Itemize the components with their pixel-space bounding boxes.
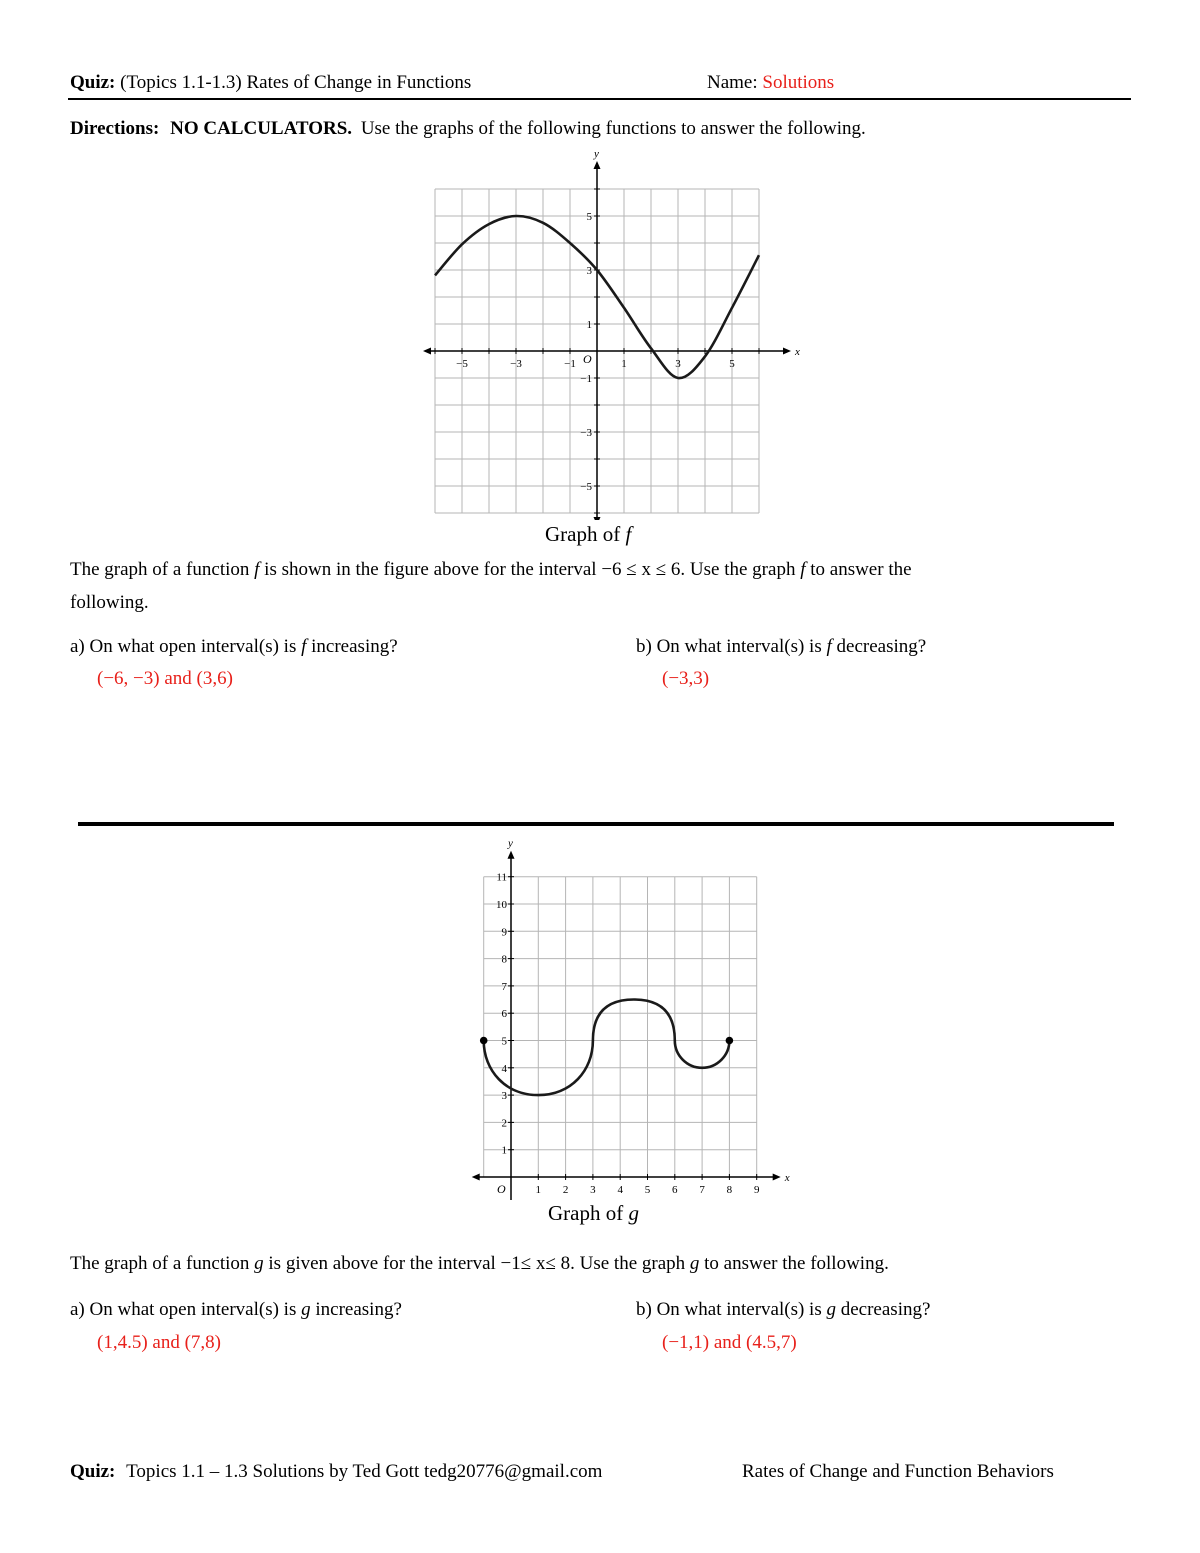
graph-f-caption	[545, 522, 631, 547]
problem-g-text-2: is given above for the interval	[268, 1253, 501, 1274]
x-axis-arrow-icon	[472, 1174, 480, 1181]
problem-f-var-2: f	[800, 559, 806, 580]
problem-f-answer-b: (−3,3)	[662, 668, 710, 689]
problem-f-qa-prefix: a) On what open interval(s) is	[70, 636, 302, 657]
origin-label: O	[583, 352, 592, 366]
y-tick-label: 7	[501, 980, 507, 993]
problem-g-interval: −1≤ x≤ 8	[500, 1253, 571, 1274]
graph-f	[415, 145, 805, 520]
problem-f-statement	[70, 559, 912, 581]
y-tick-label: 10	[496, 899, 507, 911]
name-value: Solutions	[762, 72, 835, 93]
endpoint-dot	[480, 1037, 488, 1045]
problem-g-var-2: g	[689, 1253, 700, 1274]
problem-f-text-3: Use the graph	[689, 559, 801, 580]
problem-f-qa-var: f	[301, 636, 307, 657]
graph-g-caption-prefix: Graph of	[548, 1201, 629, 1225]
y-tick-label: 11	[496, 871, 507, 884]
y-tick-label: 1	[586, 319, 592, 331]
y-axis-arrow-icon	[508, 851, 515, 859]
problem-f-qb-prefix: b) On what interval(s) is	[636, 636, 827, 657]
directions	[70, 118, 866, 140]
problem-f-qb-suffix: decreasing?	[831, 636, 927, 657]
graph-g-grid	[484, 877, 757, 1177]
problem-f-text-4: to answer the	[810, 559, 912, 580]
x-tick-label: 2	[562, 1184, 569, 1196]
x-tick-label: 1	[621, 358, 627, 370]
origin-label: O	[497, 1182, 506, 1196]
x-tick-label: 7	[699, 1184, 705, 1196]
section-divider	[78, 822, 1114, 826]
x-tick-label: 3	[590, 1184, 596, 1196]
y-tick-label: 5	[501, 1035, 507, 1048]
header-rule	[68, 98, 1131, 100]
problem-f-statement-line2: following.	[70, 592, 149, 613]
problem-f-text-1: The graph of a function	[70, 559, 255, 580]
y-tick-label: 2	[501, 1117, 507, 1130]
directions-text: Use the graphs of the following functions to answer the following.	[360, 118, 866, 139]
graph-f-caption-var: f	[625, 522, 632, 546]
x-tick-label: 5	[644, 1184, 651, 1196]
x-tick-label: 1	[535, 1184, 542, 1196]
x-axis-arrow-icon	[773, 1174, 781, 1181]
y-tick-label: 6	[501, 1008, 507, 1021]
x-tick-label: −1	[564, 358, 576, 370]
y-tick-label: −3	[580, 427, 592, 439]
graph-g	[438, 835, 800, 1200]
x-tick-label: −5	[456, 358, 468, 370]
graph-f-tick-labels	[456, 148, 800, 493]
graph-f-caption-prefix: Graph of	[545, 522, 626, 546]
footer	[70, 1461, 602, 1483]
directions-label: Directions:	[70, 118, 160, 139]
problem-f-interval: −6 ≤ x ≤ 6.	[601, 559, 686, 580]
footer-text: Topics 1.1 – 1.3 Solutions by Ted Gott tedg20776@gmail.com	[126, 1461, 603, 1482]
footer-quiz-label: Quiz:	[70, 1461, 116, 1482]
problem-g-question-a	[70, 1299, 402, 1321]
problem-f-var: f	[254, 559, 260, 580]
graph-g-caption	[548, 1201, 639, 1226]
y-tick-label: −5	[580, 481, 592, 493]
directions-emphasis: NO CALCULATORS.	[170, 118, 353, 139]
y-tick-label: 5	[586, 211, 592, 223]
y-tick-label: 3	[501, 1090, 507, 1103]
problem-f-text-2: is shown in the figure above for the interval	[264, 559, 602, 580]
y-tick-label: −1	[580, 373, 592, 385]
quiz-header	[70, 72, 471, 94]
x-tick-label: −3	[510, 358, 522, 370]
x-axis-arrow-icon	[783, 348, 791, 355]
y-tick-label: 1	[501, 1144, 507, 1157]
y-axis-arrow-icon	[594, 161, 601, 169]
graph-g-tick-labels	[496, 838, 790, 1196]
problem-g-text-3: . Use the graph	[570, 1253, 690, 1274]
name-label: Name:	[707, 72, 763, 93]
problem-g-qb-var: g	[826, 1299, 836, 1320]
problem-g-qb-suffix: decreasing?	[835, 1299, 931, 1320]
x-axis-arrow-icon	[423, 348, 431, 355]
problem-f-qb-var: f	[826, 636, 832, 657]
problem-g-answer-a: (1,4.5) and (7,8)	[97, 1332, 221, 1353]
x-tick-label: 4	[617, 1184, 623, 1196]
y-tick-label: 9	[501, 926, 507, 939]
graph-g-caption-var: g	[628, 1201, 639, 1225]
problem-f-answer-a: (−6, −3) and (3,6)	[97, 668, 233, 689]
x-tick-label: 8	[726, 1184, 733, 1196]
problem-g-statement	[70, 1253, 889, 1275]
quiz-topic: (Topics 1.1-1.3) Rates of Change in Functions	[115, 72, 472, 93]
problem-g-text-1: The graph of a function	[70, 1253, 255, 1274]
name-field	[707, 72, 834, 94]
x-axis-label: x	[784, 1172, 790, 1184]
problem-g-qb-prefix: b) On what interval(s) is	[636, 1299, 827, 1320]
problem-g-text-4: to answer the following.	[699, 1253, 889, 1274]
y-tick-label: 3	[586, 265, 592, 277]
graph-f-axes	[423, 161, 791, 520]
graph-g-axes	[472, 851, 781, 1200]
endpoint-dot	[726, 1037, 734, 1045]
y-axis-label: y	[508, 837, 513, 850]
problem-f-question-b	[636, 636, 926, 658]
problem-f-question-a	[70, 636, 398, 658]
problem-f-qa-suffix: increasing?	[306, 636, 398, 657]
problem-g-answer-b: (−1,1) and (4.5,7)	[662, 1332, 797, 1353]
x-tick-label: 5	[729, 358, 735, 370]
y-axis-arrow-icon	[594, 517, 601, 520]
x-axis-label: x	[795, 346, 800, 358]
problem-g-qa-var: g	[301, 1299, 311, 1320]
graph-g-curve	[484, 1000, 730, 1096]
problem-g-qa-suffix: increasing?	[310, 1299, 402, 1320]
y-tick-label: 8	[501, 953, 507, 966]
problem-g-var: g	[254, 1253, 264, 1274]
quiz-label: Quiz:	[70, 72, 116, 93]
y-tick-label: 4	[501, 1062, 507, 1075]
x-tick-label: 3	[675, 358, 681, 370]
problem-g-qa-prefix: a) On what open interval(s) is	[70, 1299, 302, 1320]
y-axis-label: y	[594, 148, 599, 160]
footer-right: Rates of Change and Function Behaviors	[742, 1461, 1054, 1482]
x-tick-label: 9	[753, 1184, 760, 1196]
x-tick-label: 6	[672, 1184, 678, 1196]
problem-g-question-b	[636, 1299, 930, 1321]
